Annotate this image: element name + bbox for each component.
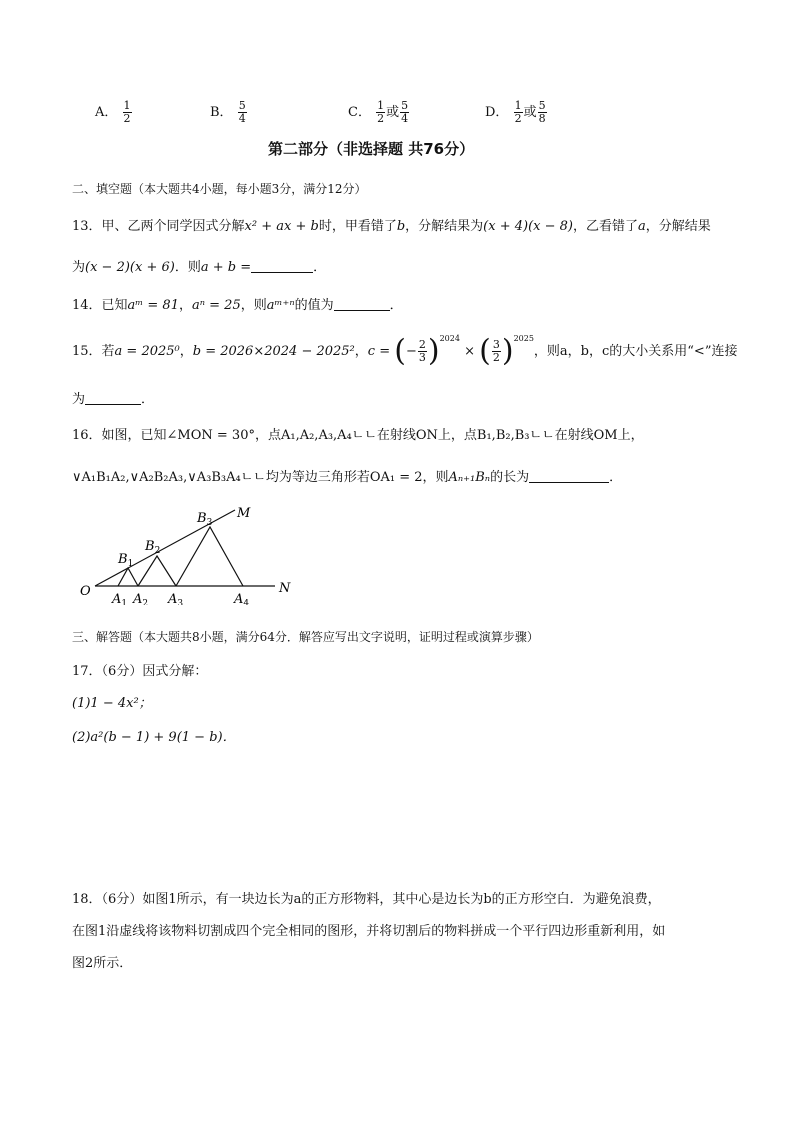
option-c	[348, 100, 410, 125]
option-label: B．	[210, 105, 233, 120]
text: ，	[178, 298, 192, 313]
option-a	[95, 100, 133, 125]
fraction	[514, 100, 523, 125]
fraction	[376, 100, 385, 125]
question-18-line3: 图2所示．	[72, 956, 133, 971]
fraction	[492, 339, 501, 364]
math-expr: aᵐ = 81	[127, 298, 179, 313]
question-15-line1	[72, 334, 737, 367]
question-16-line1: 16．如图，已知∠MON = 30°，点A₁,A₂,A₃,A₄ㄴㄴ在射线ON上，点B₁,B₂,B₃ㄴㄴ在射线OM上，	[72, 428, 644, 443]
question-16-line2	[72, 466, 622, 485]
part-title: 第二部分（非选择题 共76分）	[268, 140, 475, 158]
label-a1: $A_1$	[112, 592, 128, 605]
fraction	[538, 100, 547, 125]
numerator: 5	[238, 99, 246, 112]
numerator: 5	[538, 99, 546, 112]
text: 为	[72, 392, 86, 407]
denominator: 4	[401, 112, 409, 125]
minus-sign: −	[405, 344, 417, 359]
math-expr: x² + ax + b	[244, 219, 319, 234]
option-b	[210, 100, 248, 125]
math-expr: (x + 4)(x − 8)	[483, 219, 573, 234]
text: 13．甲、乙两个同学因式分解	[72, 219, 245, 234]
text: ，	[354, 344, 368, 359]
math-expr: aᵐ⁺ⁿ	[266, 298, 295, 313]
denominator: 2	[492, 351, 500, 364]
denominator: 4	[238, 112, 246, 125]
math-expr: c =	[367, 344, 391, 359]
question-17-title: 17．（6分）因式分解：	[72, 664, 208, 679]
math-expr: aⁿ = 25	[192, 298, 241, 313]
exponent: 2024	[439, 334, 460, 343]
answer-blank[interactable]	[251, 260, 313, 273]
or-text: 或	[386, 105, 400, 120]
answer-blank[interactable]	[85, 392, 141, 405]
triangle-3	[176, 527, 243, 586]
fraction	[123, 100, 132, 125]
paren-open: (	[394, 333, 406, 369]
question-15-line2	[72, 388, 154, 407]
denominator: 2	[514, 112, 522, 125]
question-13-line2	[72, 256, 326, 275]
geometry-figure	[75, 505, 305, 605]
label-b1: $B_1$	[118, 552, 134, 569]
numerator: 1	[514, 99, 522, 112]
text: ．	[141, 392, 155, 407]
question-13-line1	[72, 215, 711, 234]
answer-blank[interactable]	[529, 470, 609, 483]
option-label: D．	[485, 105, 509, 120]
paren-close: )	[501, 333, 514, 369]
text: 的值为	[294, 298, 334, 313]
answer-blank[interactable]	[334, 298, 390, 311]
label-b2: $B_2$	[145, 539, 161, 556]
triangle-1	[118, 568, 138, 586]
math-expr: b = 2026×2024 − 2025²	[192, 344, 355, 359]
question-18-line1: 18．（6分）如图1所示，有一块边长为a的正方形物料，其中心是边长为b的正方形空白．为避免浪费，	[72, 892, 661, 907]
math-expr: a = 2025⁰	[114, 344, 180, 359]
paren-close: )	[427, 333, 440, 369]
label-n: N	[279, 581, 291, 596]
fraction	[238, 100, 247, 125]
text: 为	[72, 260, 86, 275]
text: 14．已知	[72, 298, 128, 313]
text: 的长为	[490, 470, 530, 485]
text: ，则	[240, 298, 267, 313]
denominator: 8	[538, 112, 546, 125]
text: ．则	[174, 260, 201, 275]
math-var: a	[638, 219, 646, 234]
exponent: 2025	[513, 334, 534, 343]
section-heading: 二、填空题（本大题共4小题，每小题3分，满分12分）	[72, 182, 367, 196]
label-o: O	[80, 584, 91, 599]
numerator: 3	[492, 338, 500, 351]
option-label: A．	[95, 105, 118, 120]
text: ∨A₁B₁A₂,∨A₂B₂A₃,∨A₃B₃A₄ㄴㄴ均为等边三角形若OA₁ = 2，则	[72, 470, 449, 485]
fraction	[400, 100, 409, 125]
label-a2: $A_2$	[133, 592, 149, 605]
text: ，	[179, 344, 193, 359]
text: ，则a，b，c的大小关系用“<”连接	[533, 344, 738, 359]
denominator: 2	[377, 112, 385, 125]
text: 15．若	[72, 344, 115, 359]
question-14	[72, 294, 403, 313]
text: ，乙看错了	[572, 219, 638, 234]
option-label: C．	[348, 105, 371, 120]
text: ，分解结果	[645, 219, 711, 234]
math-expr: Aₙ₊₁Bₙ	[448, 470, 491, 485]
math-expr: (x − 2)(x + 6)	[85, 260, 175, 275]
text: 时，甲看错了	[318, 219, 397, 234]
denominator: 3	[418, 351, 426, 364]
question-18-line2: 在图1沿虚线将该物料切割成四个完全相同的图形，并将切割后的物料拼成一个平行四边形重新利用，如	[72, 924, 666, 939]
fraction	[418, 339, 427, 364]
section-heading: 三、解答题（本大题共8小题，满分64分．解答应写出文字说明，证明过程或演算步骤）	[72, 630, 539, 644]
option-d	[485, 100, 548, 125]
text: ．	[389, 298, 403, 313]
numerator: 2	[418, 338, 426, 351]
label-m: M	[237, 506, 251, 521]
math-expr: a + b =	[200, 260, 252, 275]
numerator: 1	[377, 99, 385, 112]
label-a3: $A_3$	[168, 592, 184, 605]
times-sign: ×	[464, 344, 475, 359]
ray-om	[95, 510, 235, 586]
paren-open: (	[479, 333, 491, 369]
math-var: b	[396, 219, 406, 234]
numerator: 5	[401, 99, 409, 112]
denominator: 2	[123, 112, 131, 125]
question-17-part1: (1)1 − 4x²；	[72, 696, 152, 711]
text: ．	[609, 470, 623, 485]
text: ．	[313, 260, 327, 275]
triangle-2	[138, 556, 176, 586]
question-17-part2: (2)a²(b − 1) + 9(1 − b)．	[72, 730, 236, 745]
numerator: 1	[123, 99, 131, 112]
label-b3: $B_3$	[197, 511, 213, 528]
or-text: 或	[523, 105, 537, 120]
label-a4: $A_4$	[234, 592, 250, 605]
text: ，分解结果为	[405, 219, 484, 234]
